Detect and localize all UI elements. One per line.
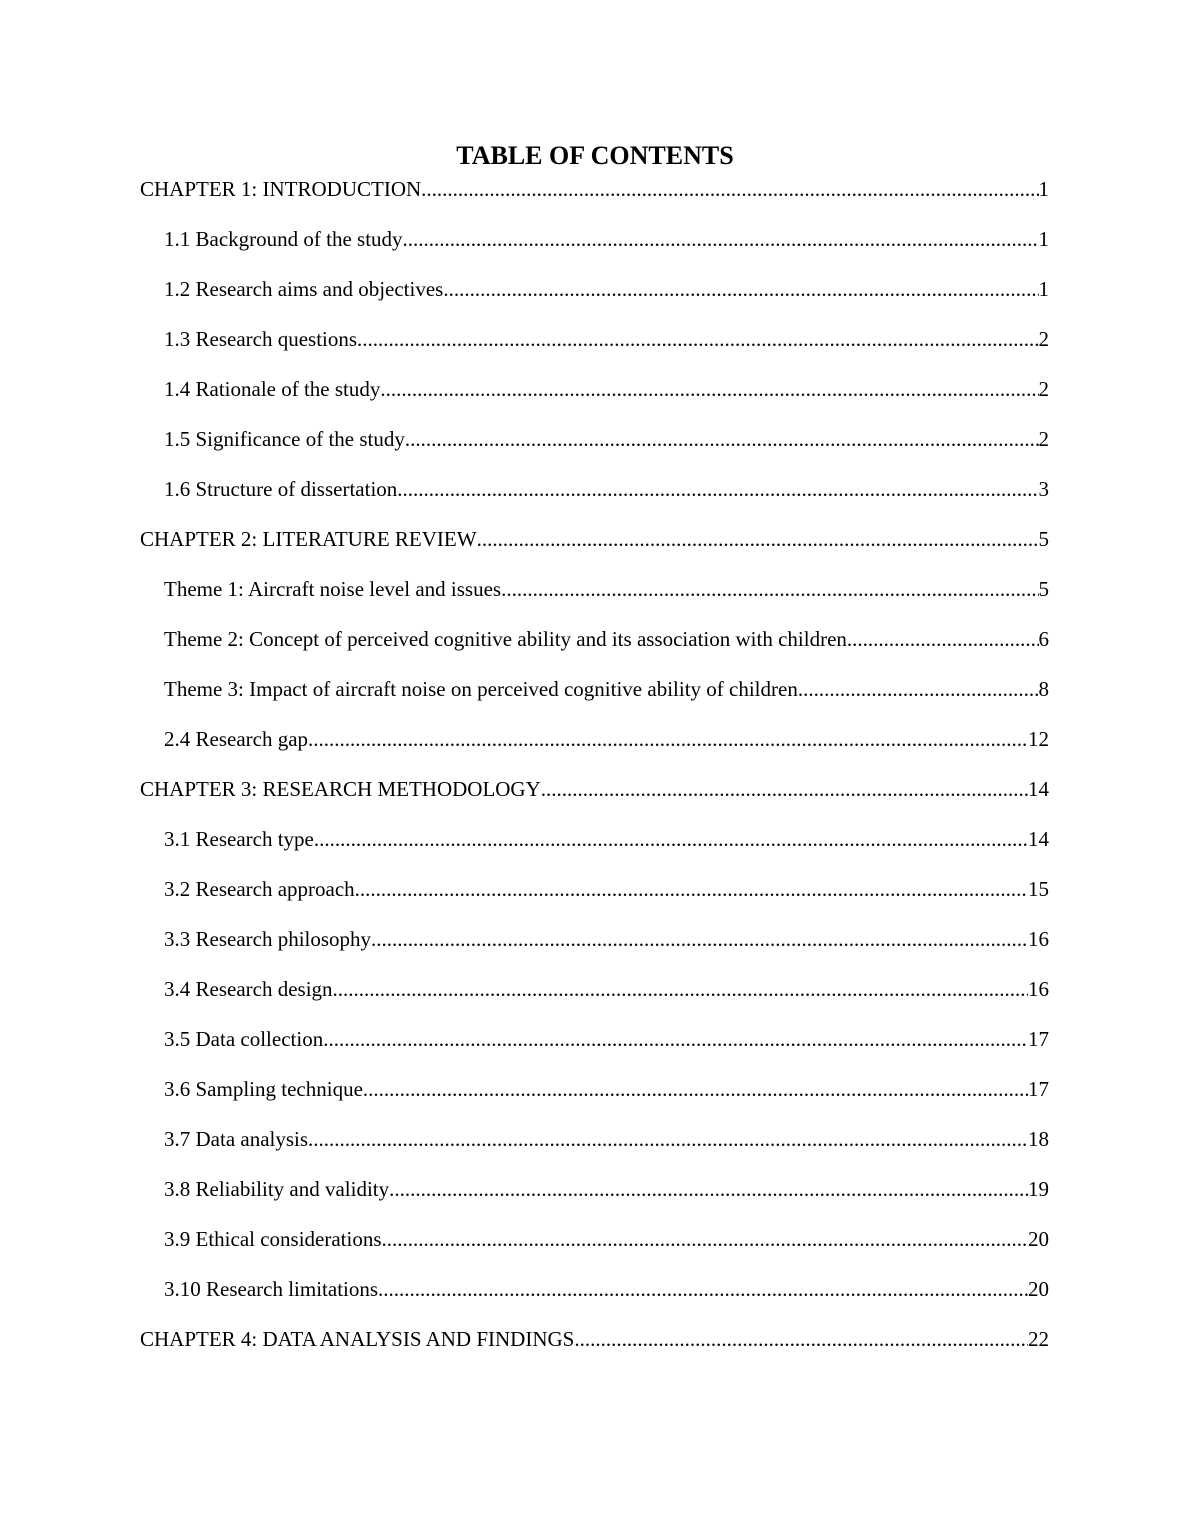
toc-section-entry[interactable] — [140, 1024, 1049, 1074]
toc-section-entry[interactable] — [140, 424, 1049, 474]
toc-entry-label: Theme 2: Concept of perceived cognitive ability and its association with children — [164, 627, 847, 651]
toc-dot-leader — [357, 324, 1038, 354]
toc-chapter-entry[interactable] — [140, 174, 1049, 224]
toc-section-entry[interactable] — [140, 1224, 1049, 1274]
toc-dot-leader — [308, 1124, 1028, 1154]
toc-page-number: 17 — [1028, 1077, 1049, 1101]
toc-page-number: 2 — [1038, 327, 1049, 351]
toc-page-number: 2 — [1038, 427, 1049, 451]
toc-page-number: 17 — [1028, 1027, 1049, 1051]
toc-chapter-entry[interactable] — [140, 774, 1049, 824]
toc-section-entry[interactable] — [140, 1174, 1049, 1224]
toc-entry-label: 3.4 Research design — [164, 977, 333, 1001]
toc-entry-label: 3.3 Research philosophy — [164, 927, 372, 951]
toc-entry-label: 1.4 Rationale of the study — [164, 377, 381, 401]
toc-section-entry[interactable] — [140, 474, 1049, 524]
toc-section-entry[interactable] — [140, 974, 1049, 1024]
toc-entry-label: 3.7 Data analysis — [164, 1127, 309, 1151]
toc-page-number: 12 — [1028, 727, 1049, 751]
toc-entry-label: 3.5 Data collection — [164, 1027, 324, 1051]
toc-dot-leader — [389, 1174, 1028, 1204]
toc-dot-leader — [314, 824, 1028, 854]
toc-page-number: 19 — [1028, 1177, 1049, 1201]
toc-dot-leader — [403, 224, 1039, 254]
toc-section-entry[interactable] — [140, 824, 1049, 874]
toc-section-entry[interactable] — [140, 374, 1049, 424]
toc-dot-leader — [501, 574, 1038, 604]
toc-section-entry[interactable] — [140, 924, 1049, 974]
toc-dot-leader — [847, 624, 1039, 654]
toc-page-number: 1 — [1038, 177, 1049, 201]
toc-dot-leader — [308, 724, 1028, 754]
toc-entry-label: CHAPTER 4: DATA ANALYSIS AND FINDINGS — [140, 1327, 575, 1351]
toc-dot-leader — [443, 274, 1038, 304]
toc-entry-label: 1.5 Significance of the study — [164, 427, 405, 451]
toc-dot-leader — [355, 874, 1028, 904]
toc-section-entry[interactable] — [140, 674, 1049, 724]
toc-page-number: 2 — [1038, 377, 1049, 401]
toc-entry-label: CHAPTER 3: RESEARCH METHODOLOGY — [140, 777, 541, 801]
toc-dot-leader — [421, 174, 1038, 204]
toc-entry-label: 3.10 Research limitations — [164, 1277, 379, 1301]
toc-entry-label: 2.4 Research gap — [164, 727, 309, 751]
toc-dot-leader — [380, 374, 1038, 404]
toc-dot-leader — [397, 474, 1038, 504]
toc-dot-leader — [574, 1324, 1028, 1354]
toc-section-entry[interactable] — [140, 874, 1049, 924]
toc-entry-label: 3.2 Research approach — [164, 877, 355, 901]
toc-entry-label: 3.6 Sampling technique — [164, 1077, 363, 1101]
toc-page-number: 3 — [1038, 477, 1049, 501]
toc-entry-label: Theme 3: Impact of aircraft noise on perceived cognitive ability of children — [164, 677, 798, 701]
toc-chapter-entry[interactable] — [140, 524, 1049, 574]
toc-dot-leader — [477, 524, 1039, 554]
toc-dot-leader — [363, 1074, 1028, 1104]
table-of-contents — [140, 174, 1049, 1374]
toc-section-entry[interactable] — [140, 574, 1049, 624]
toc-page-number: 8 — [1038, 677, 1049, 701]
toc-page-number: 5 — [1038, 577, 1049, 601]
toc-dot-leader — [541, 774, 1028, 804]
toc-page-number: 14 — [1028, 777, 1049, 801]
toc-section-entry[interactable] — [140, 324, 1049, 374]
toc-dot-leader — [371, 924, 1028, 954]
toc-page-number: 1 — [1038, 227, 1049, 251]
toc-dot-leader — [405, 424, 1039, 454]
toc-section-entry[interactable] — [140, 1074, 1049, 1124]
toc-page-number: 16 — [1028, 927, 1049, 951]
toc-dot-leader — [382, 1224, 1028, 1254]
toc-entry-label: 1.3 Research questions — [164, 327, 358, 351]
toc-entry-label: CHAPTER 1: INTRODUCTION — [140, 177, 422, 201]
toc-page-number: 14 — [1028, 827, 1049, 851]
toc-page-number: 20 — [1028, 1277, 1049, 1301]
toc-section-entry[interactable] — [140, 724, 1049, 774]
toc-dot-leader — [798, 674, 1039, 704]
toc-entry-label: 1.1 Background of the study — [164, 227, 403, 251]
toc-entry-label: Theme 1: Aircraft noise level and issues — [164, 577, 502, 601]
toc-entry-label: 1.2 Research aims and objectives — [164, 277, 444, 301]
toc-section-entry[interactable] — [140, 224, 1049, 274]
toc-section-entry[interactable] — [140, 1124, 1049, 1174]
toc-entry-label: 1.6 Structure of dissertation — [164, 477, 398, 501]
toc-dot-leader — [378, 1274, 1028, 1304]
toc-page-number: 20 — [1028, 1227, 1049, 1251]
toc-entry-label: CHAPTER 2: LITERATURE REVIEW — [140, 527, 477, 551]
toc-dot-leader — [323, 1024, 1028, 1054]
toc-dot-leader — [333, 974, 1028, 1004]
toc-page-number: 22 — [1028, 1327, 1049, 1351]
toc-page-number: 1 — [1038, 277, 1049, 301]
page-title: TABLE OF CONTENTS — [456, 141, 734, 170]
toc-section-entry[interactable] — [140, 274, 1049, 324]
toc-entry-label: 3.9 Ethical considerations — [164, 1227, 382, 1251]
toc-page-number: 5 — [1038, 527, 1049, 551]
toc-page-number: 18 — [1028, 1127, 1049, 1151]
toc-page-number: 16 — [1028, 977, 1049, 1001]
toc-page-number: 15 — [1028, 877, 1049, 901]
toc-section-entry[interactable] — [140, 1274, 1049, 1324]
toc-entry-label: 3.1 Research type — [164, 827, 314, 851]
toc-entry-label: 3.8 Reliability and validity — [164, 1177, 390, 1201]
toc-section-entry[interactable] — [140, 624, 1049, 674]
toc-chapter-entry[interactable] — [140, 1324, 1049, 1374]
toc-page-number: 6 — [1038, 627, 1049, 651]
